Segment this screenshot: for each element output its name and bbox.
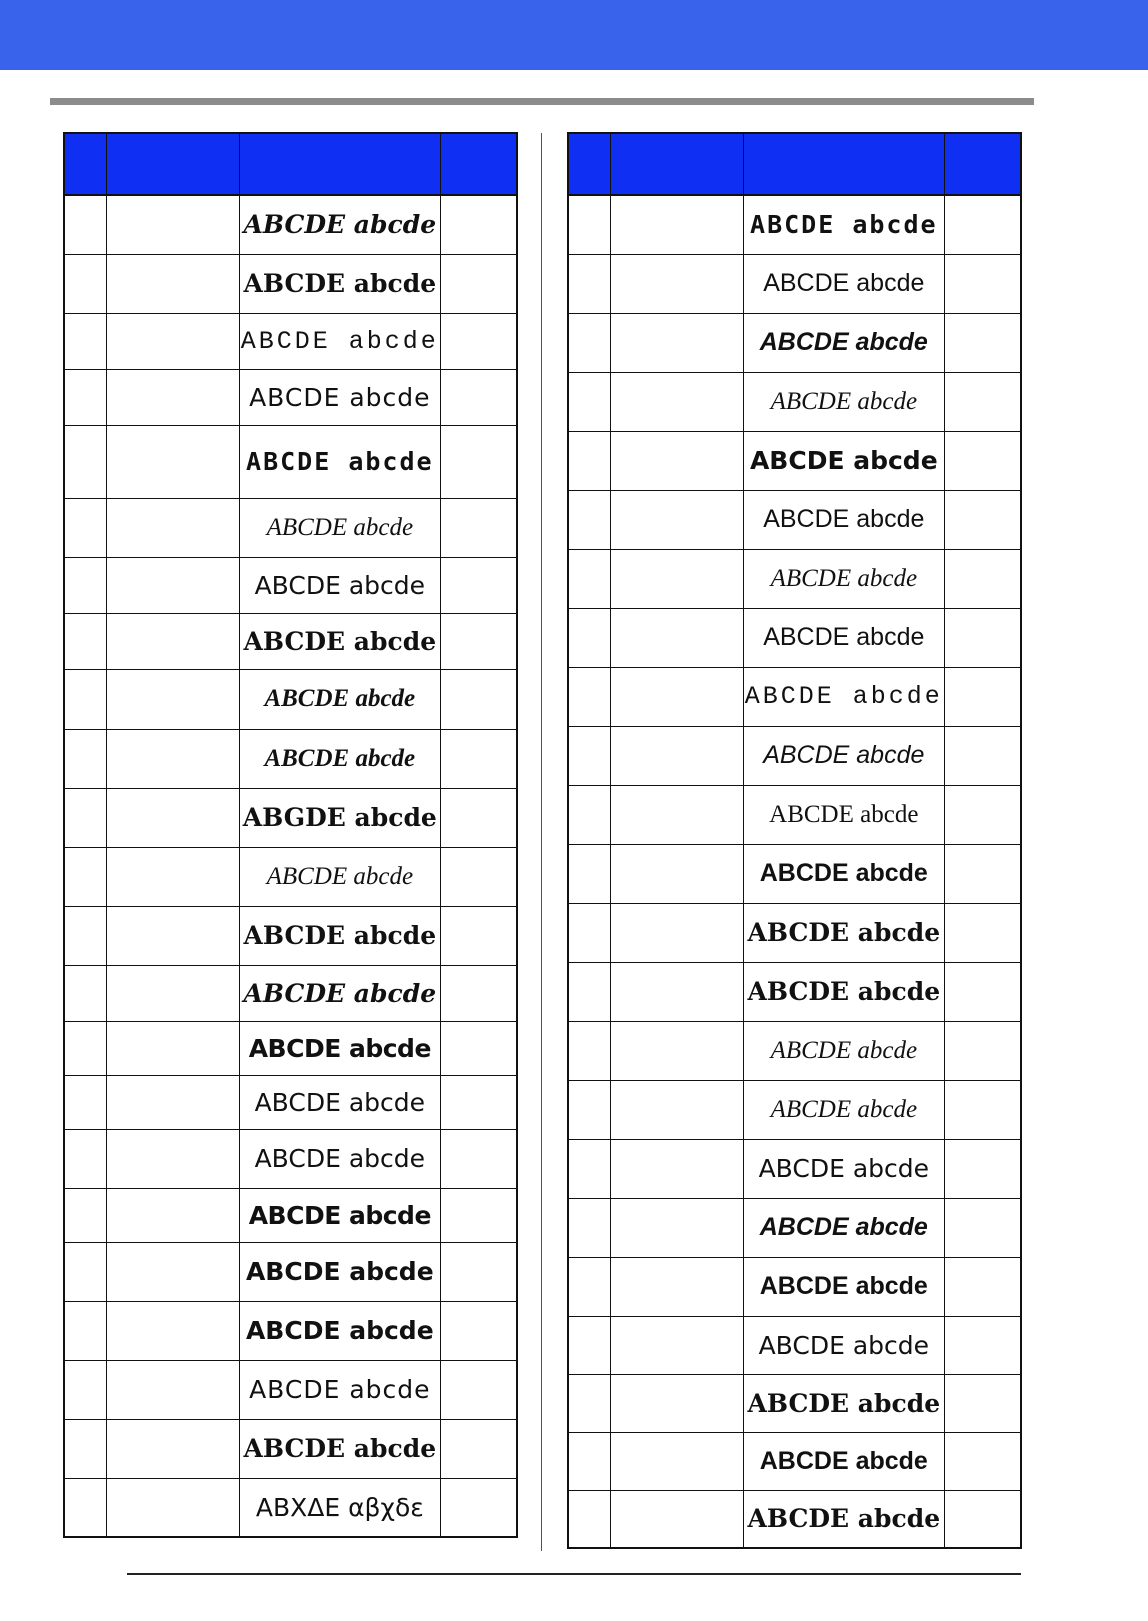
cell-sample: ABCDE abcde	[239, 1021, 440, 1075]
cell-sample: ABCDE abcde	[743, 608, 944, 667]
cell-number	[568, 1139, 610, 1198]
table-row	[64, 1021, 517, 1075]
cell-number	[64, 498, 106, 557]
table-row	[568, 490, 1021, 549]
cell-sample: ABCDE abcde	[239, 906, 440, 965]
cell-name	[106, 1021, 239, 1075]
cell-extra	[440, 1021, 517, 1075]
table-row	[64, 669, 517, 729]
cell-extra	[440, 669, 517, 729]
cell-extra	[440, 847, 517, 906]
cell-sample: ABCDE abcde	[743, 844, 944, 903]
cell-name	[106, 498, 239, 557]
cell-extra	[944, 195, 1021, 254]
table-row	[568, 1316, 1021, 1374]
cell-extra	[440, 195, 517, 254]
cell-extra	[440, 1360, 517, 1419]
cell-number	[568, 1021, 610, 1080]
table-row	[568, 372, 1021, 431]
cell-sample: ABCDE abcde	[743, 667, 944, 726]
cell-name	[610, 1490, 743, 1548]
cell-number	[64, 313, 106, 369]
table-row	[64, 965, 517, 1021]
cell-extra	[944, 490, 1021, 549]
cell-extra	[440, 906, 517, 965]
table-row	[568, 667, 1021, 726]
cell-number	[568, 1490, 610, 1548]
cell-extra	[944, 844, 1021, 903]
cell-sample: ABCDE abcde	[239, 498, 440, 557]
table-row	[64, 369, 517, 425]
cell-extra	[440, 369, 517, 425]
cell-name	[106, 1188, 239, 1242]
cell-name	[610, 431, 743, 490]
cell-sample: ABCDE abcde	[743, 1374, 944, 1432]
table-row	[568, 1021, 1021, 1080]
table-row	[568, 549, 1021, 608]
table-row	[568, 1139, 1021, 1198]
table-row	[568, 726, 1021, 785]
cell-sample: ABGDE abcde	[239, 788, 440, 847]
cell-extra	[944, 549, 1021, 608]
cell-name	[610, 1316, 743, 1374]
cell-sample: ABCDE abcde	[743, 549, 944, 608]
cell-extra	[440, 1301, 517, 1360]
table-row	[568, 844, 1021, 903]
cell-sample: ABCDE abcde	[239, 1419, 440, 1478]
cell-extra	[440, 1188, 517, 1242]
cell-sample: ABCDE abcde	[239, 195, 440, 254]
cell-name	[106, 1360, 239, 1419]
cell-name	[106, 1301, 239, 1360]
header-cell-extra	[440, 133, 517, 195]
cell-name	[610, 254, 743, 313]
cell-sample: ABCDE abcde	[239, 669, 440, 729]
cell-sample: ABCDE abcde	[239, 425, 440, 498]
table-row	[64, 254, 517, 313]
table-row	[568, 962, 1021, 1021]
cell-name	[106, 369, 239, 425]
table-row	[64, 1478, 517, 1537]
cell-number	[568, 667, 610, 726]
cell-extra	[440, 1075, 517, 1129]
cell-extra	[944, 1021, 1021, 1080]
cell-sample: ABCDE abcde	[743, 1316, 944, 1374]
cell-number	[568, 372, 610, 431]
cell-number	[568, 1080, 610, 1139]
cell-sample: ABCDE abcde	[239, 1242, 440, 1301]
cell-name	[106, 729, 239, 788]
cell-sample: ABCDE abcde	[743, 726, 944, 785]
cell-sample: ABCDE abcde	[743, 431, 944, 490]
cell-number	[64, 425, 106, 498]
cell-name	[610, 1021, 743, 1080]
cell-name	[106, 313, 239, 369]
cell-number	[64, 1188, 106, 1242]
cell-name	[610, 313, 743, 372]
cell-number	[568, 1198, 610, 1257]
cell-extra	[440, 1129, 517, 1188]
column-divider	[541, 133, 542, 1551]
table-row	[64, 557, 517, 613]
table-row	[568, 1198, 1021, 1257]
table-row	[64, 425, 517, 498]
table-header-row	[64, 133, 517, 195]
table-row	[568, 1432, 1021, 1490]
cell-name	[610, 962, 743, 1021]
cell-name	[106, 1075, 239, 1129]
cell-extra	[944, 431, 1021, 490]
cell-extra	[440, 1242, 517, 1301]
cell-extra	[440, 1419, 517, 1478]
font-table-right	[567, 132, 1022, 1549]
cell-name	[106, 1478, 239, 1537]
cell-name	[106, 965, 239, 1021]
cell-name	[106, 613, 239, 669]
cell-extra	[944, 1316, 1021, 1374]
table-row	[568, 785, 1021, 844]
cell-name	[610, 726, 743, 785]
cell-extra	[944, 667, 1021, 726]
cell-name	[610, 549, 743, 608]
cell-extra	[944, 1432, 1021, 1490]
table-row	[64, 1360, 517, 1419]
cell-sample: ABCDE abcde	[743, 1198, 944, 1257]
cell-name	[106, 788, 239, 847]
cell-number	[568, 1432, 610, 1490]
table-row	[64, 1419, 517, 1478]
cell-sample: ABCDE abcde	[239, 313, 440, 369]
cell-sample: ABCDE abcde	[239, 1129, 440, 1188]
table-row	[568, 195, 1021, 254]
cell-number	[64, 788, 106, 847]
cell-number	[568, 903, 610, 962]
cell-number	[568, 1316, 610, 1374]
cell-name	[106, 425, 239, 498]
cell-name	[106, 195, 239, 254]
cell-extra	[944, 1374, 1021, 1432]
cell-extra	[944, 1198, 1021, 1257]
table-row	[64, 1129, 517, 1188]
cell-extra	[440, 425, 517, 498]
cell-number	[568, 726, 610, 785]
cell-number	[64, 557, 106, 613]
cell-number	[568, 1374, 610, 1432]
cell-extra	[944, 1080, 1021, 1139]
cell-name	[610, 1080, 743, 1139]
cell-sample: ABCDE abcde	[743, 1432, 944, 1490]
table-row	[568, 1257, 1021, 1316]
cell-sample: ABCDE abcde	[239, 254, 440, 313]
cell-extra	[440, 729, 517, 788]
cell-number	[64, 195, 106, 254]
cell-name	[106, 669, 239, 729]
table-row	[64, 906, 517, 965]
cell-number	[568, 962, 610, 1021]
cell-extra	[944, 254, 1021, 313]
cell-number	[568, 431, 610, 490]
cell-number	[64, 369, 106, 425]
header-rule	[50, 98, 1034, 105]
cell-sample: ABCDE abcde	[239, 613, 440, 669]
cell-sample: ABCDE abcde	[743, 785, 944, 844]
cell-sample: ABCDE abcde	[743, 1490, 944, 1548]
header-cell-number	[64, 133, 106, 195]
cell-extra	[944, 903, 1021, 962]
cell-name	[106, 254, 239, 313]
header-cell-name	[106, 133, 239, 195]
cell-name	[610, 1139, 743, 1198]
cell-extra	[440, 254, 517, 313]
cell-sample: ABCDE abcde	[239, 1360, 440, 1419]
cell-extra	[944, 608, 1021, 667]
cell-extra	[944, 785, 1021, 844]
header-cell-extra	[944, 133, 1021, 195]
cell-sample: ABCDE abcde	[239, 965, 440, 1021]
cell-number	[568, 254, 610, 313]
cell-name	[106, 847, 239, 906]
cell-name	[610, 844, 743, 903]
table-row	[568, 608, 1021, 667]
table-row	[64, 1301, 517, 1360]
cell-name	[610, 195, 743, 254]
table-row	[568, 903, 1021, 962]
cell-number	[568, 313, 610, 372]
header-cell-number	[568, 133, 610, 195]
table-row	[64, 498, 517, 557]
cell-sample: ABCDE abcde	[743, 962, 944, 1021]
table-row	[64, 613, 517, 669]
cell-number	[64, 1129, 106, 1188]
cell-extra	[440, 1478, 517, 1537]
footer-rule	[127, 1573, 1021, 1575]
table-row	[64, 1075, 517, 1129]
cell-number	[568, 844, 610, 903]
top-banner	[0, 0, 1148, 70]
cell-number	[64, 729, 106, 788]
cell-number	[568, 1257, 610, 1316]
cell-sample: ABCDE abcde	[239, 1075, 440, 1129]
cell-number	[568, 490, 610, 549]
cell-extra	[944, 726, 1021, 785]
header-cell-sample	[743, 133, 944, 195]
cell-extra	[440, 788, 517, 847]
table-row	[64, 1242, 517, 1301]
cell-name	[106, 1419, 239, 1478]
table-row	[568, 1490, 1021, 1548]
cell-sample: ABCDE abcde	[743, 1021, 944, 1080]
cell-name	[610, 1198, 743, 1257]
cell-name	[106, 906, 239, 965]
cell-sample: ABCDE abcde	[743, 254, 944, 313]
table-header-row	[568, 133, 1021, 195]
header-cell-name	[610, 133, 743, 195]
cell-sample: ABCDE abcde	[239, 1188, 440, 1242]
cell-name	[610, 608, 743, 667]
cell-number	[64, 847, 106, 906]
table-row	[568, 1374, 1021, 1432]
table-row	[64, 847, 517, 906]
table-row	[64, 729, 517, 788]
table-row	[568, 431, 1021, 490]
cell-extra	[944, 313, 1021, 372]
cell-number	[64, 254, 106, 313]
cell-sample: ABCDE abcde	[239, 1301, 440, 1360]
cell-extra	[944, 1490, 1021, 1548]
cell-sample: ABCDE abcde	[239, 557, 440, 613]
cell-extra	[944, 962, 1021, 1021]
cell-number	[64, 613, 106, 669]
cell-extra	[440, 965, 517, 1021]
cell-number	[64, 906, 106, 965]
cell-number	[64, 965, 106, 1021]
table-row	[64, 313, 517, 369]
cell-name	[610, 667, 743, 726]
cell-extra	[944, 1257, 1021, 1316]
header-cell-sample	[239, 133, 440, 195]
cell-sample: ABCDE abcde	[743, 1257, 944, 1316]
cell-sample: ABCDE abcde	[743, 490, 944, 549]
cell-number	[568, 785, 610, 844]
cell-number	[568, 608, 610, 667]
table-row	[64, 1188, 517, 1242]
cell-name	[610, 903, 743, 962]
font-table-left	[63, 132, 518, 1538]
cell-sample: ABCDE abcde	[239, 847, 440, 906]
cell-number	[64, 1419, 106, 1478]
cell-extra	[440, 313, 517, 369]
cell-extra	[440, 557, 517, 613]
cell-name	[106, 1129, 239, 1188]
cell-number	[64, 669, 106, 729]
table-row	[568, 1080, 1021, 1139]
cell-sample: ABCDE abcde	[743, 313, 944, 372]
table-row	[568, 313, 1021, 372]
cell-extra	[944, 1139, 1021, 1198]
table-row	[64, 195, 517, 254]
cell-name	[610, 1257, 743, 1316]
cell-sample: ABCDE abcde	[743, 1139, 944, 1198]
cell-sample: ΑΒΧΔΕ αβχδε	[239, 1478, 440, 1537]
cell-number	[64, 1075, 106, 1129]
cell-number	[64, 1360, 106, 1419]
cell-sample: ABCDE abcde	[239, 729, 440, 788]
cell-sample: ABCDE abcde	[743, 372, 944, 431]
cell-sample: ABCDE abcde	[239, 369, 440, 425]
cell-extra	[440, 498, 517, 557]
cell-name	[610, 1374, 743, 1432]
cell-extra	[440, 613, 517, 669]
cell-sample: ABCDE abcde	[743, 195, 944, 254]
cell-number	[64, 1478, 106, 1537]
cell-number	[64, 1301, 106, 1360]
cell-name	[610, 372, 743, 431]
cell-name	[610, 1432, 743, 1490]
cell-sample: ABCDE abcde	[743, 903, 944, 962]
cell-number	[64, 1021, 106, 1075]
cell-name	[106, 1242, 239, 1301]
table-row	[64, 788, 517, 847]
cell-number	[568, 549, 610, 608]
cell-extra	[944, 372, 1021, 431]
table-row	[568, 254, 1021, 313]
cell-name	[610, 490, 743, 549]
cell-name	[106, 557, 239, 613]
cell-number	[568, 195, 610, 254]
cell-number	[64, 1242, 106, 1301]
cell-sample: ABCDE abcde	[743, 1080, 944, 1139]
cell-name	[610, 785, 743, 844]
